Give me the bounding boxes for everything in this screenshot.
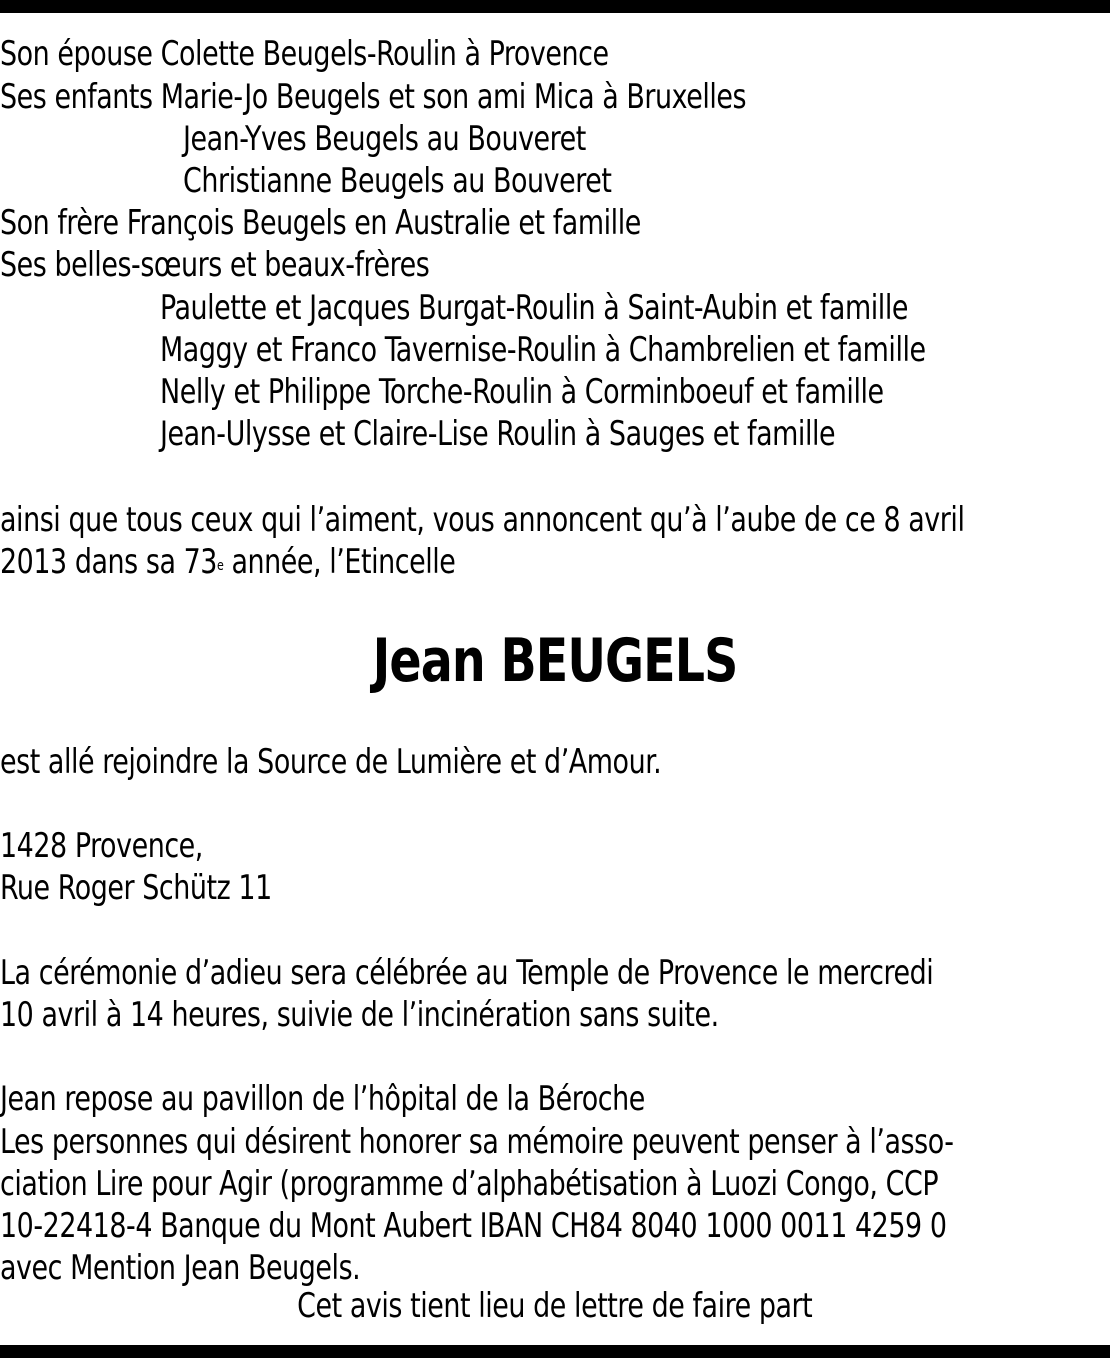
donation-line: ciation Lire pour Agir (programme d’alphabétisation à Luozi Congo, CCP bbox=[0, 1164, 939, 1204]
child-line: Christianne Beugels au Bouveret bbox=[183, 161, 612, 201]
brother-line: Son frère François Beugels en Australie et famille bbox=[0, 203, 641, 243]
deceased-name-heading: Jean BEUGELS bbox=[372, 626, 738, 696]
spouse-line: Son épouse Colette Beugels-Roulin à Provence bbox=[0, 34, 609, 74]
announcement-line: 2013 dans sa 73e année, l’Etincelle bbox=[0, 542, 456, 582]
in-law-line: Paulette et Jacques Burgat-Roulin à Saint-Aubin et famille bbox=[160, 288, 909, 328]
in-law-line: Nelly et Philippe Torche-Roulin à Corminboeuf et famille bbox=[160, 372, 884, 412]
in-laws-intro-line: Ses belles-sœurs et beaux-frères bbox=[0, 245, 430, 285]
passing-text: est allé rejoindre la Source de Lumière et d’Amour. bbox=[0, 742, 662, 782]
top-border-rule bbox=[0, 0, 1110, 13]
ceremony-line: La cérémonie d’adieu sera célébrée au Temple de Provence le mercredi bbox=[0, 953, 934, 993]
address-line: 1428 Provence, bbox=[0, 826, 203, 866]
signoff-line: Cet avis tient lieu de lettre de faire part bbox=[297, 1286, 813, 1326]
ordinal-superscript: e bbox=[216, 558, 224, 574]
address-line: Rue Roger Schütz 11 bbox=[0, 868, 272, 908]
in-law-line: Jean-Ulysse et Claire-Lise Roulin à Sauges et famille bbox=[160, 414, 836, 454]
rest-place-line: Jean repose au pavillon de l’hôpital de la Béroche bbox=[0, 1079, 645, 1119]
donation-line: Les personnes qui désirent honorer sa mémoire peuvent penser à l’asso- bbox=[0, 1122, 954, 1162]
donation-line: 10-22418-4 Banque du Mont Aubert IBAN CH84 8040 1000 0011 4259 0 bbox=[0, 1206, 947, 1246]
bottom-border-rule bbox=[0, 1345, 1110, 1358]
ceremony-line: 10 avril à 14 heures, suivie de l’incinération sans suite. bbox=[0, 995, 719, 1035]
child-line: Jean-Yves Beugels au Bouveret bbox=[183, 119, 586, 159]
announcement-line: ainsi que tous ceux qui l’aiment, vous annoncent qu’à l’aube de ce 8 avril bbox=[0, 500, 965, 540]
children-intro-line: Ses enfants Marie-Jo Beugels et son ami Mica à Bruxelles bbox=[0, 77, 747, 117]
in-law-line: Maggy et Franco Tavernise-Roulin à Chambrelien et famille bbox=[160, 330, 926, 370]
donation-line: avec Mention Jean Beugels. bbox=[0, 1248, 361, 1288]
